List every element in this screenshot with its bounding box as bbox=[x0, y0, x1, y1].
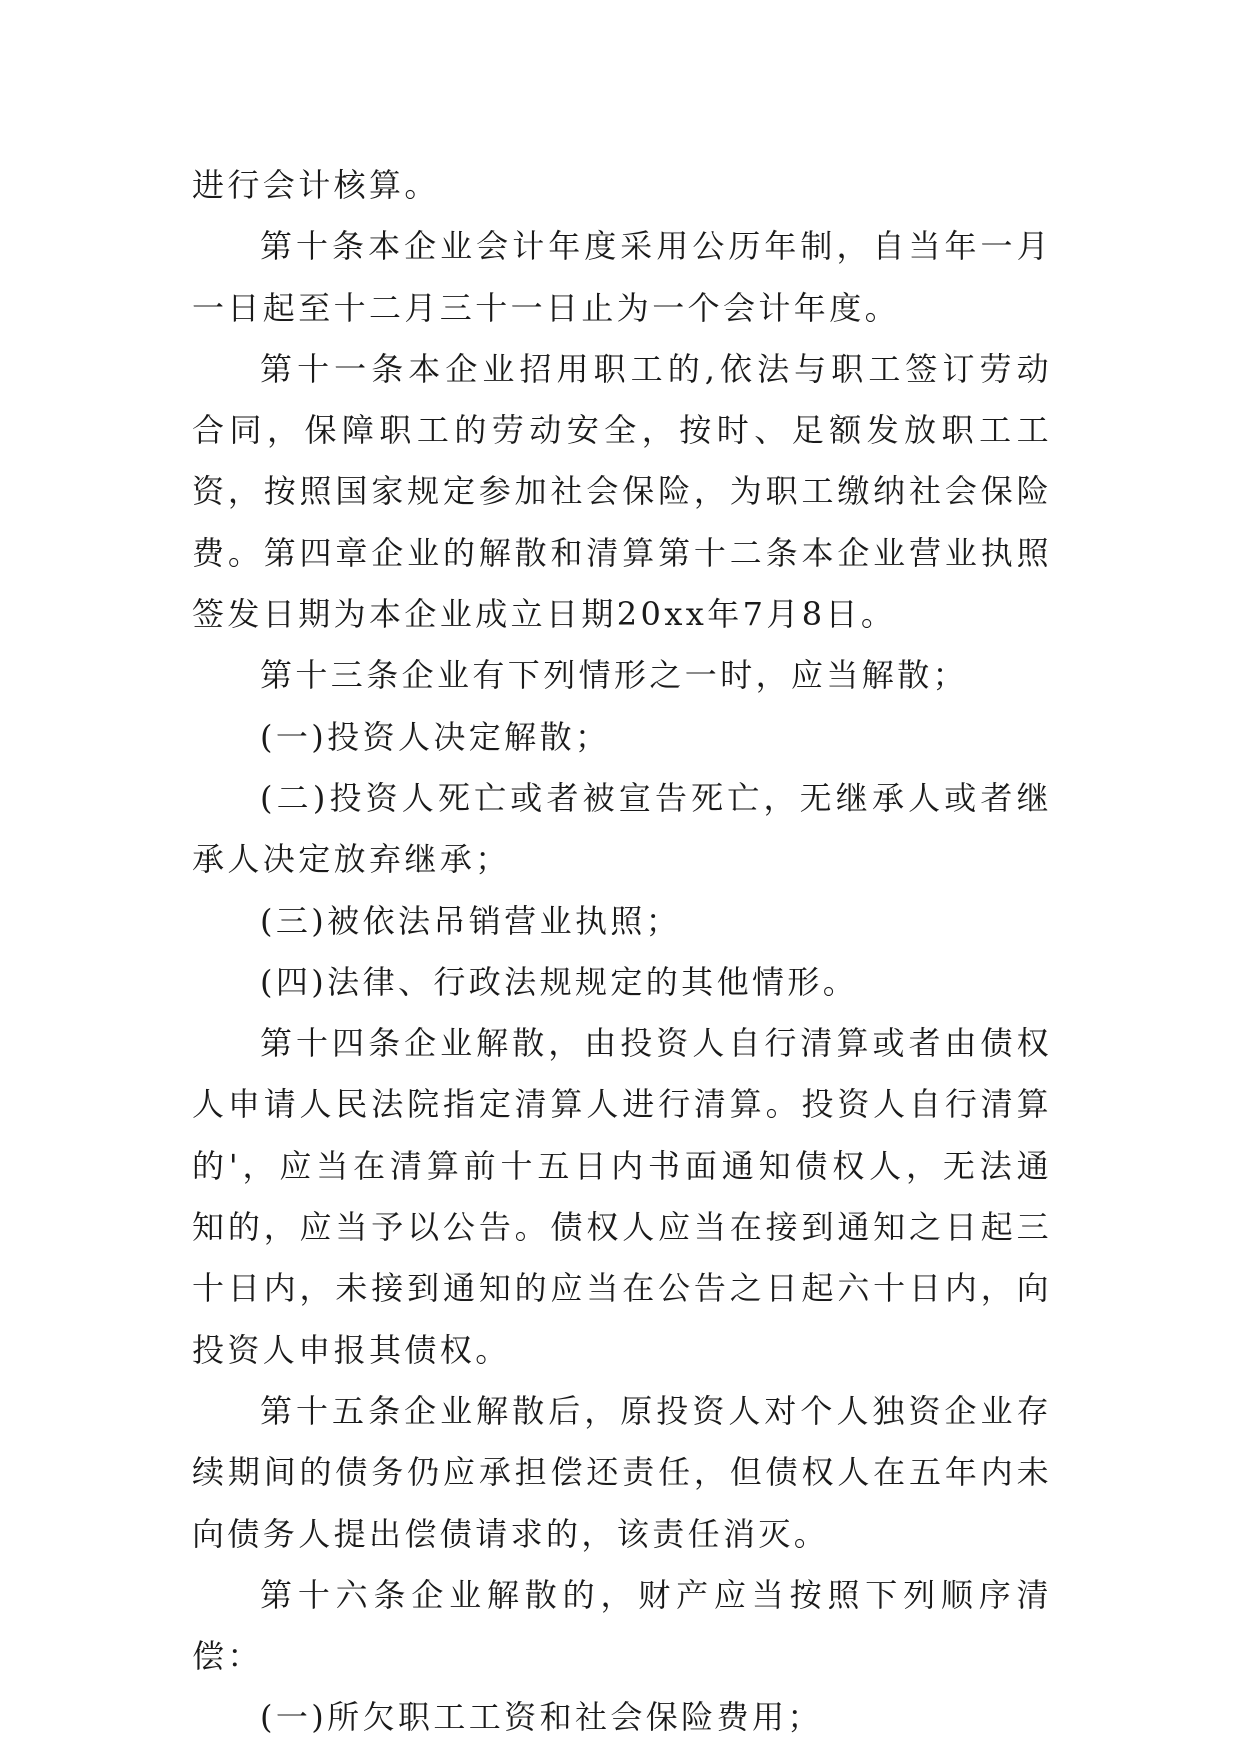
paragraph-article-15: 第十五条企业解散后，原投资人对个人独资企业存续期间的债务仍应承担偿还责任，但债权人在五年内未向债务人提出偿债请求的，该责任消灭。 bbox=[192, 1391, 1052, 1553]
paragraph-article-13: 第十三条企业有下列情形之一时，应当解散； bbox=[260, 656, 969, 695]
document-body bbox=[192, 155, 1052, 1749]
paragraph-article-14: 第十四条企业解散，由投资人自行清算或者由债权人申请人民法院指定清算人进行清算。投资人自行清算的'，应当在清算前十五日内书面通知债权人，无法通知的，应当予以公告。债权人应当在接到通知之日起三十日内，未接到通知的应当在公告之日起六十日内，向投资人申报其债权。 bbox=[192, 1024, 1052, 1369]
paragraph-article-13-item-3: (三)被依法吊销营业执照； bbox=[260, 901, 682, 940]
paragraph-article-16: 第十六条企业解散的，财产应当按照下列顺序清偿： bbox=[192, 1575, 1052, 1676]
paragraph-accounting-continuation: 进行会计核算。 bbox=[192, 166, 440, 204]
paragraph-article-13-item-1: (一)投资人决定解散； bbox=[260, 717, 611, 756]
paragraph-article-10: 第十条本企业会计年度采用公历年制，自当年一月一日起至十二月三十一日止为一个会计年度。 bbox=[192, 227, 1052, 327]
paragraph-article-11-12: 第十一条本企业招用职工的,依法与职工签订劳动合同，保障职工的劳动安全，按时、足额发放职工工资，按照国家规定参加社会保险，为职工缴纳社会保险费。第四章企业的解散和清算第十二条本企业营业执照签发日期为本企业成立日期20xx年7月8日。 bbox=[192, 349, 1052, 634]
paragraph-article-13-item-4: (四)法律、行政法规规定的其他情形。 bbox=[260, 962, 859, 1001]
paragraph-article-13-item-2: (二)投资人死亡或者被宣告死亡，无继承人或者继承人决定放弃继承； bbox=[192, 778, 1052, 879]
paragraph-article-16-item-1: (一)所欠职工工资和社会保险费用； bbox=[260, 1698, 823, 1737]
